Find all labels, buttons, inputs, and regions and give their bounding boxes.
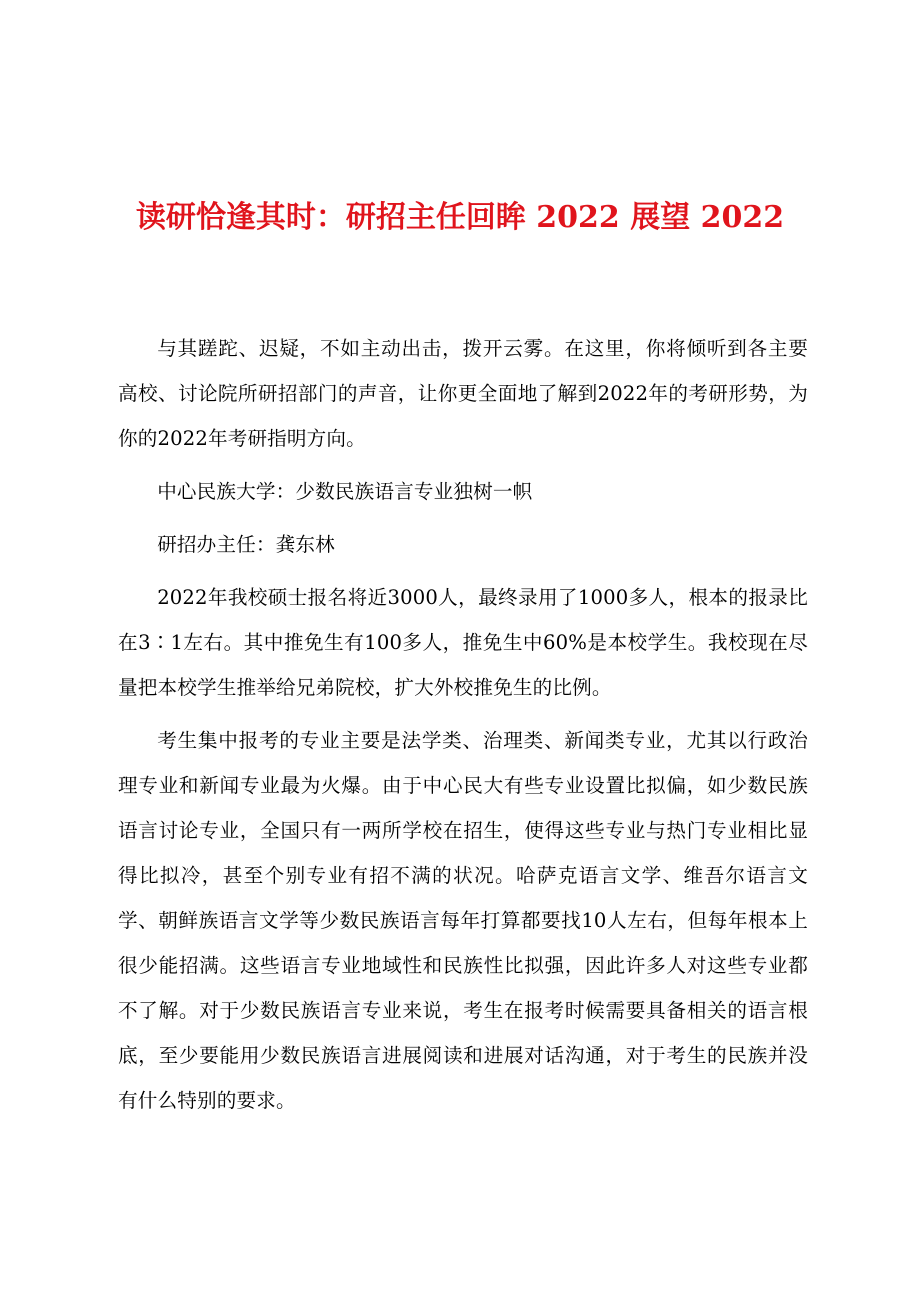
intro-paragraph: 与其蹉跎、迟疑，不如主动出击，拨开云雾。在这里，你将倾听到各主要高校、讨论院所研招部门的声音，让你更全面地了解到2022年的考研形势，为你的2022年考研指明方向。 <box>118 337 808 450</box>
admissions-paragraph: 2022年我校硕士报名将近3000人，最终录用了1000多人，根本的报录比在3∶1左右。其中推免生有100多人，推免生中60%是本校学生。我校现在尽量把本校学生推举给兄弟院校，扩大外校推免生的比例。 <box>118 586 808 699</box>
director-name-line: 研招办主任：龚东林 <box>157 533 335 556</box>
majors-paragraph: 考生集中报考的专业主要是法学类、治理类、新闻类专业，尤其以行政治理专业和新闻专业最为火爆。由于中心民大有些专业设置比拟偏，如少数民族语言讨论专业，全国只有一两所学校在招生，使得这些专业与热门专业相比显得比拟冷，甚至个别专业有招不满的状况。哈萨克语言文学、维吾尔语言文学、朝鲜族语言文学等少数民族语言每年打算都要找10人左右，但每年根本上很少能招满。这些语言专业地域性和民族性比拟强，因此许多人对这些专业都不了解。对于少数民族语言专业来说，考生在报考时候需要具备相关的语言根底，至少要能用少数民族语言进展阅读和进展对话沟通，对于考生的民族并没有什么特别的要求。 <box>118 729 808 1112</box>
section-heading: 中心民族大学：少数民族语言专业独树一帜 <box>157 480 533 503</box>
document-title: 读研恰逢其时：研招主任回眸 2022 展望 2022 <box>135 200 785 235</box>
document-body <box>118 326 808 1123</box>
